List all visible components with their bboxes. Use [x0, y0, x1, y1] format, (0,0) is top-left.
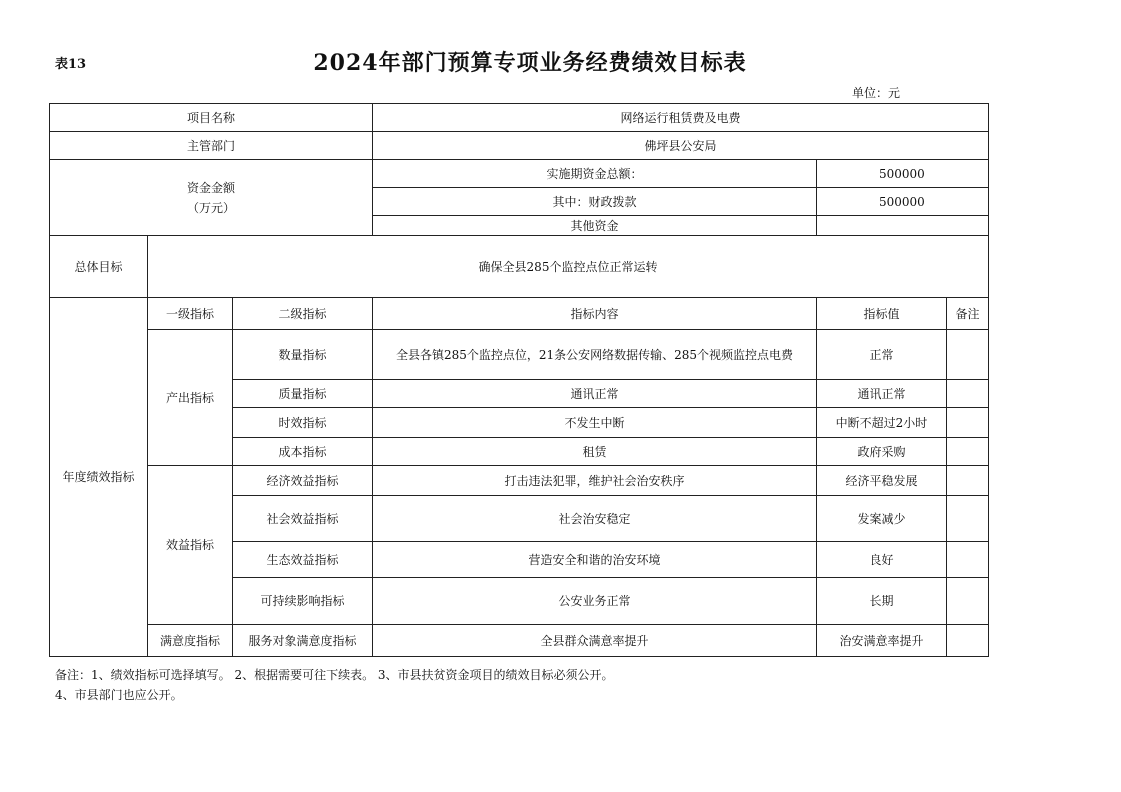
indicator-value: 良好 — [817, 542, 947, 578]
indicator-content: 全县群众满意率提升 — [373, 625, 817, 657]
table-row — [50, 625, 989, 657]
total-funds-value: 500000 — [817, 160, 989, 188]
header-content: 指标内容 — [373, 298, 817, 330]
department-label: 主管部门 — [50, 132, 373, 160]
indicator-content: 全县各镇285个监控点位，21条公安网络数据传输、285个视频监控点电费 — [373, 330, 817, 380]
other-funds-label: 其他资金 — [373, 216, 817, 236]
indicator-value: 经济平稳发展 — [817, 466, 947, 496]
page-title: 2024年部门预算专项业务经费绩效目标表 — [313, 50, 747, 76]
indicator-remark — [947, 380, 989, 408]
funds-label-line2: （万元） — [186, 200, 235, 215]
annual-indicators-label: 年度绩效指标 — [50, 298, 148, 657]
unit-note — [852, 84, 900, 101]
indicator-value: 政府采购 — [817, 438, 947, 466]
indicator-content: 营造安全和谐的治安环境 — [373, 542, 817, 578]
other-funds-value — [817, 216, 989, 236]
table-number: 表13 — [55, 57, 87, 72]
indicator-value: 发案减少 — [817, 496, 947, 542]
indicator-content: 通讯正常 — [373, 380, 817, 408]
indicator-value: 治安满意率提升 — [817, 625, 947, 657]
indicator-level2: 经济效益指标 — [233, 466, 373, 496]
output-indicators-label: 产出指标 — [148, 330, 233, 466]
indicator-content: 租赁 — [373, 438, 817, 466]
header-remark: 备注 — [947, 298, 989, 330]
indicator-remark — [947, 466, 989, 496]
satisfaction-indicators-label: 满意度指标 — [148, 625, 233, 657]
indicator-remark — [947, 438, 989, 466]
table-row — [50, 330, 989, 380]
indicator-remark — [947, 330, 989, 380]
indicator-level2: 生态效益指标 — [233, 542, 373, 578]
indicator-level2: 社会效益指标 — [233, 496, 373, 542]
indicator-level2: 质量指标 — [233, 380, 373, 408]
indicator-level2: 成本指标 — [233, 438, 373, 466]
indicator-level2: 可持续影响指标 — [233, 578, 373, 625]
table-row — [50, 466, 989, 496]
benefit-indicators-label: 效益指标 — [148, 466, 233, 625]
funds-label — [50, 160, 373, 236]
unit-value: 元 — [888, 86, 901, 100]
header-level2: 二级指标 — [233, 298, 373, 330]
project-name-label: 项目名称 — [50, 104, 373, 132]
fiscal-funds-label: 其中：财政拨款 — [373, 188, 817, 216]
indicator-content: 公安业务正常 — [373, 578, 817, 625]
project-name-value: 网络运行租赁费及电费 — [373, 104, 989, 132]
header-level1: 一级指标 — [148, 298, 233, 330]
unit-label: 单位： — [852, 86, 889, 100]
indicator-level2: 时效指标 — [233, 408, 373, 438]
indicator-value: 正常 — [817, 330, 947, 380]
indicator-remark — [947, 578, 989, 625]
header-value: 指标值 — [817, 298, 947, 330]
indicator-value: 中断不超过2小时 — [817, 408, 947, 438]
indicator-level2: 数量指标 — [233, 330, 373, 380]
indicator-content: 不发生中断 — [373, 408, 817, 438]
performance-table — [49, 103, 989, 657]
indicator-remark — [947, 408, 989, 438]
overall-goal-label: 总体目标 — [50, 236, 148, 298]
footnote-line1: 备注：1、绩效指标可选择填写。 2、根据需要可往下续表。 3、市县扶贫资金项目的绩效目标必须公开。 — [55, 668, 614, 682]
overall-goal-value: 确保全县285个监控点位正常运转 — [148, 236, 989, 298]
footnote-line2: 4、市县部门也应公开。 — [55, 688, 183, 702]
total-funds-label: 实施期资金总额： — [373, 160, 817, 188]
indicator-remark — [947, 542, 989, 578]
indicator-value: 长期 — [817, 578, 947, 625]
indicator-value: 通讯正常 — [817, 380, 947, 408]
indicator-remark — [947, 496, 989, 542]
indicator-level2: 服务对象满意度指标 — [233, 625, 373, 657]
footnotes — [55, 665, 614, 705]
fiscal-funds-value: 500000 — [817, 188, 989, 216]
funds-label-line1: 资金金额 — [186, 180, 235, 195]
indicator-content: 打击违法犯罪，维护社会治安秩序 — [373, 466, 817, 496]
indicator-content: 社会治安稳定 — [373, 496, 817, 542]
indicator-remark — [947, 625, 989, 657]
department-value: 佛坪县公安局 — [373, 132, 989, 160]
